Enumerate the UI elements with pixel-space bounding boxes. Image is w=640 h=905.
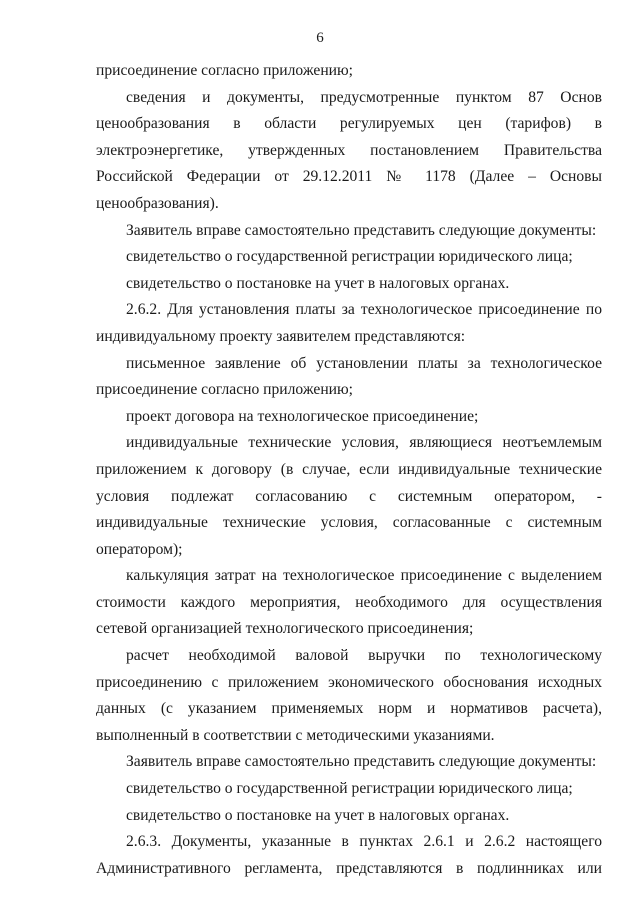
paragraph: свидетельство о постановке на учет в налоговых органах. [126, 274, 510, 292]
paragraph: письменное заявление об установлении платы за технологическое присоединение согласно приложению; [96, 354, 602, 399]
paragraph: индивидуальные технические условия, являющиеся неотъемлемым приложением к договору (в случае, если индивидуальные технические условия подлежат согласованию с системным оператором, - индивидуальные технические условия, согласованные с системным оператором); [96, 434, 602, 558]
paragraph: свидетельство о постановке на учет в налоговых органах. [126, 806, 510, 824]
paragraph: 2.6.2. Для установления платы за технологическое присоединение по индивидуальному проекту заявителем представляются: [96, 301, 602, 345]
paragraph: присоединение согласно приложению; [96, 62, 353, 79]
paragraph: Заявитель вправе самостоятельно представить следующие документы: [126, 221, 597, 239]
paragraph: Заявитель вправе самостоятельно представить следующие документы: [126, 753, 597, 771]
document-body [96, 58, 602, 882]
paragraph: сведения и документы, предусмотренные пунктом 87 Основ ценообразования в области регулируемых цен (тарифов) в электроэнергетике, утвержденных постановлением Правительства Российской Федерации от 29.12.2011 № 1178 (Далее – Основы ценообразования). [96, 88, 602, 212]
paragraph: расчет необходимой валовой выручки по технологическому присоединению с приложением экономического обоснования исходных данных (с указанием применяемых норм и нормативов расчета), выполненный в соответствии с методическими указаниями. [96, 647, 602, 744]
paragraph: проект договора на технологическое присоединение; [126, 407, 479, 425]
paragraph: калькуляция затрат на технологическое присоединение с выделением стоимости каждого мероприятия, необходимого для осуществления сетевой организацией технологического присоединения; [96, 567, 602, 638]
paragraph: свидетельство о государственной регистрации юридического лица; [126, 248, 573, 266]
paragraph: свидетельство о государственной регистрации юридического лица; [126, 780, 573, 798]
page-number: 6 [316, 30, 324, 46]
paragraph: 2.6.3. Документы, указанные в пунктах 2.6.1 и 2.6.2 настоящего Административного регламента, представляются в подлинниках или [96, 833, 602, 877]
